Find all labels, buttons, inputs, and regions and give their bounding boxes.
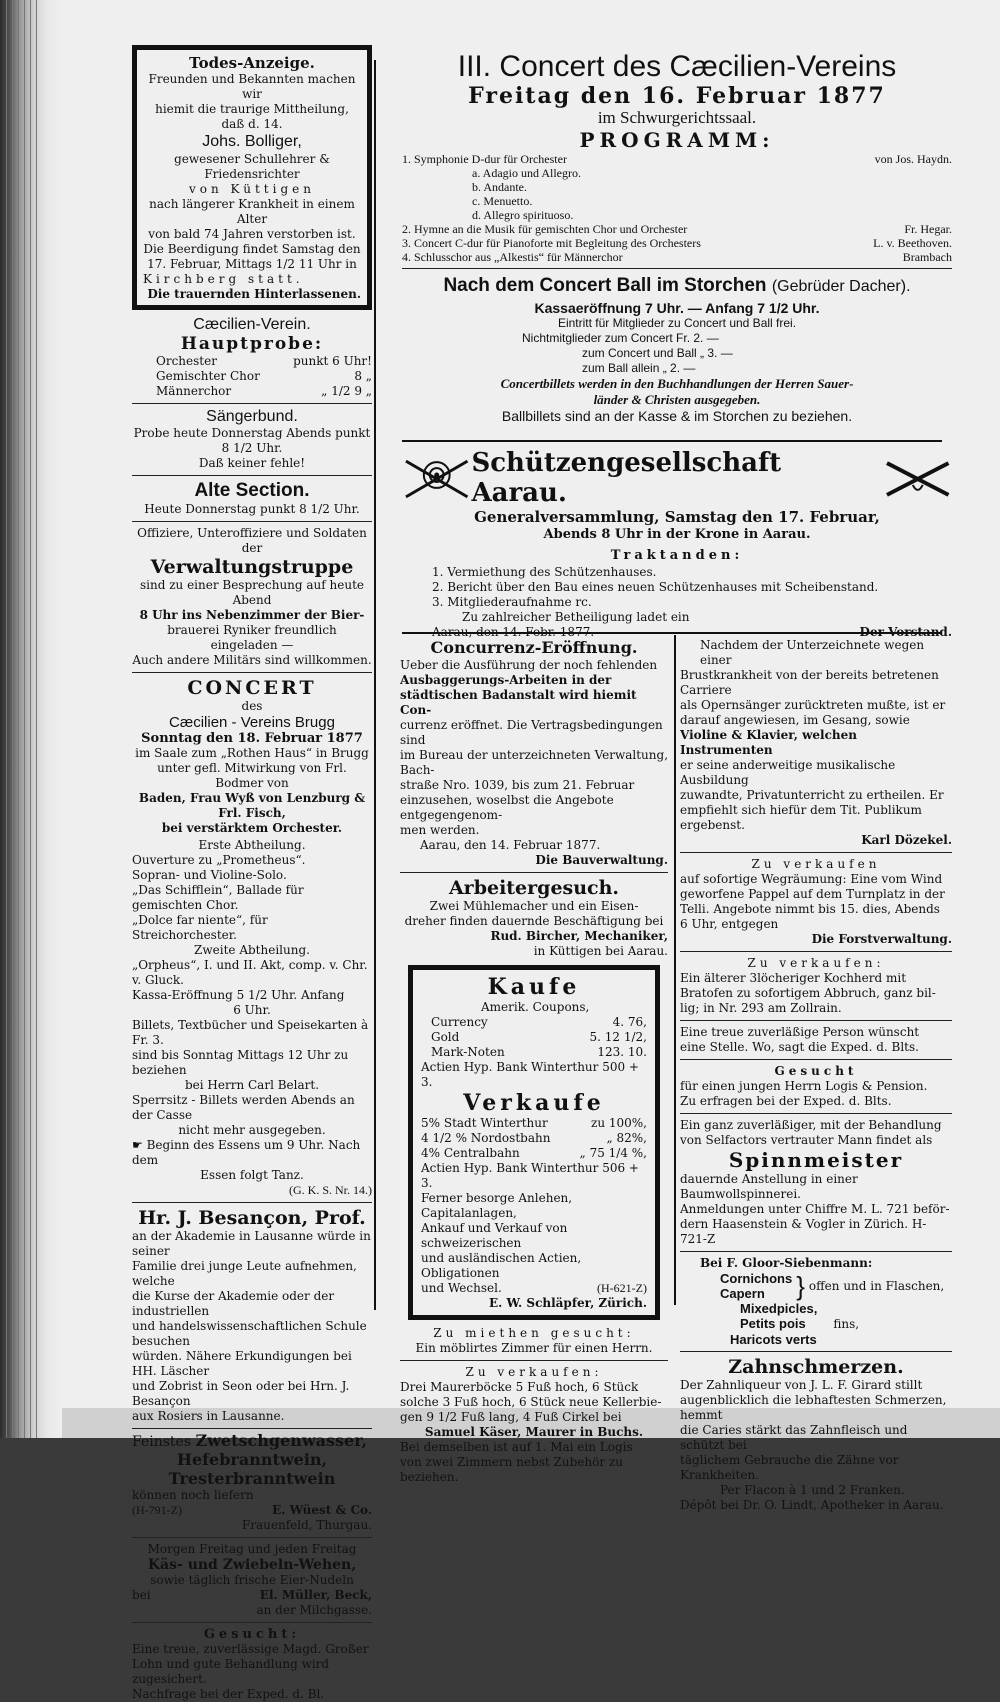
firm-name: E. W. Schläpfer, Zürich.: [488, 1296, 647, 1310]
probe-row-label: Männerchor: [156, 384, 232, 398]
text-line: empfiehlt sich hiefür dem Tit. Publikum ergebenst.: [680, 803, 922, 832]
verkaufe-row-label: 5% Stadt Winterthur: [421, 1116, 548, 1130]
verwaltungstruppe-title: Verwaltungstruppe: [150, 556, 354, 578]
program-row: [402, 194, 952, 208]
text-line: dauernde Anstellung in einer Baumwollspinnerei.: [680, 1172, 858, 1201]
left-column: [132, 45, 372, 1702]
text-line: brauerei Ryniker freundlich eingeladen —: [167, 623, 337, 652]
text-line: und ausländischen Actien, Obligationen: [421, 1251, 582, 1280]
text-line: Concertbillets werden in den Buchhandlungen der Herren Sauer-: [500, 376, 854, 391]
arbeitergesuch: [400, 877, 668, 959]
brace-icon: }: [796, 1270, 805, 1301]
kaufe-row-value: 5. 12 1/2,: [589, 1030, 647, 1044]
text-line: Die Forstverwaltung.: [811, 932, 952, 946]
divider: [680, 1020, 952, 1021]
text-line: men werden.: [400, 823, 480, 837]
product-item: Mixedpicles,: [740, 1301, 818, 1316]
program-piece: a. Adagio und Allegro.: [472, 166, 581, 180]
text-line: Sonntag den 18. Februar 1877: [141, 731, 363, 746]
program-row: [402, 152, 952, 166]
text-line: von bald 74 Jahren verstorben ist.: [148, 227, 356, 241]
text-line: von zwei Zimmern nebst Zubehör zu beziehen.: [400, 1455, 623, 1484]
text-line: Frauenfeld, Thurgau.: [241, 1518, 372, 1532]
text-line: hiemit die traurige Mittheilung, daß d. 14.: [155, 102, 349, 131]
hauptprobe-title: Hauptprobe:: [180, 334, 324, 354]
text-line: täglichem Gebrauche die Zähne vor Krankheiten.: [680, 1453, 899, 1482]
product-item: Haricots verts: [730, 1332, 817, 1347]
text-line: Kassa-Eröffnung 5 1/2 Uhr. Anfang: [132, 988, 345, 1002]
program-row: [402, 236, 952, 250]
divider: [680, 1059, 952, 1060]
text-line: sowie täglich frische Eier-Nudeln: [150, 1573, 354, 1587]
text-line: Per Flacon à 1 und 2 Franken.: [720, 1483, 905, 1497]
divider: [132, 672, 372, 673]
program-piece: 2. Hymne an die Musik für gemischten Chor und Orchester: [402, 222, 688, 236]
concert-brugg: [132, 677, 372, 1198]
text-line: von Küttigen: [189, 182, 315, 196]
text-line: Zwei Mühlemacher und ein Eisen-: [429, 899, 639, 913]
text-line: bei Herrn Carl Belart.: [184, 1078, 320, 1092]
programm-title: PROGRAMM:: [579, 128, 775, 152]
divider: [132, 1428, 372, 1429]
book-spine: [0, 0, 62, 1438]
text-line: Zu miethen gesucht:: [433, 1326, 635, 1340]
ball-title: Nach dem Concert Ball im Storchen: [443, 275, 767, 296]
divider: [132, 475, 372, 476]
zahnschmerzen: [680, 1356, 952, 1513]
text-line: Freunden und Bekannten machen wir: [148, 72, 356, 101]
text-line: Ein möblirtes Zimmer für einen Herrn.: [415, 1341, 653, 1355]
text-line: städtischen Badanstalt wird hiemit Con-: [400, 688, 637, 717]
verkaufe-row-value: „ 75 1/4 %,: [579, 1146, 647, 1160]
text-line: als Opernsänger zurücktreten mußte, ist er: [680, 698, 946, 712]
program-composer: [837, 194, 952, 208]
text-line: Feinstes: [132, 1434, 192, 1450]
text-line: zuwandte, Privatunterricht zu ertheilen. Er: [680, 788, 944, 802]
text-line: des: [241, 699, 263, 713]
zahn-title: Zahnschmerzen.: [728, 1356, 904, 1378]
schuetzen-title: Schützengesellschaft Aarau.: [471, 448, 782, 508]
text-line: Die Bauverwaltung.: [535, 853, 668, 867]
probe-row-value: „ 1/2 9 „: [321, 384, 372, 398]
text-line: Der Vorstand.: [859, 625, 952, 639]
text-line: einzusehen, woselbst die Angebote entgegengenom-: [400, 793, 614, 822]
text-line: Cæcilien - Vereins Brugg: [169, 714, 335, 731]
caecilien-title: Cæcilien-Verein.: [193, 316, 311, 333]
reference-code: (H-791-Z): [132, 1503, 182, 1517]
saengerbund-title: Sängerbund.: [206, 408, 298, 425]
text-line: Zweite Abtheilung.: [194, 943, 310, 957]
text-line: Billets, Textbücher und Speisekarten à Fr. 3.: [132, 1018, 369, 1047]
text-line: auf sofortige Wegräumung: Eine vom Wind: [680, 872, 943, 886]
text-line: Actien Hyp. Bank Winterthur 500 + 3.: [421, 1060, 639, 1089]
text-line: in Küttigen bei Aarau.: [533, 944, 668, 958]
baker-name: El. Müller, Beck,: [259, 1588, 372, 1602]
text-line: geworfene Pappel auf dem Turnplatz in der: [680, 887, 945, 901]
text-line: im Bureau der unterzeichneten Verwaltung, Bach-: [400, 748, 669, 777]
program-piece: 4. Schlusschor aus „Alkestis“ für Männerchor: [402, 250, 623, 264]
text-line: Baden, Frau Wyß von Lenzburg & Frl. Fisch,: [138, 791, 366, 820]
text-line: Zu zahlreicher Betheiligung ladet ein: [462, 610, 690, 624]
text-line: und handelswissenschaftlichen Schule besuchen: [132, 1319, 367, 1348]
program-item: Sopran- und Violine-Solo.: [132, 868, 287, 882]
program-row: [402, 250, 952, 264]
logis-pension: [680, 1064, 952, 1109]
concurrenz: [400, 638, 668, 868]
firm-name: E. Wüest & Co.: [272, 1503, 372, 1517]
spinnmeister: [680, 1118, 952, 1247]
text-line: Ein ganz zuverläßiger, mit der Behandlung: [680, 1118, 942, 1132]
section-rule: [402, 440, 942, 442]
concert-title: III. Concert des Cæcilien-Vereins: [457, 50, 897, 83]
text-line: nicht mehr ausgegeben.: [178, 1123, 326, 1137]
concert-place: im Schwurgerichtssaal.: [597, 108, 757, 127]
text-line: Zu verkaufen:: [747, 956, 885, 970]
program-piece: 3. Concert C-dur für Pianoforte mit Begleitung des Orchesters: [402, 236, 701, 250]
text-line: zum Ball allein „ 2. —: [582, 361, 696, 375]
magd-title: Gesucht:: [203, 1627, 301, 1642]
divider: [400, 1360, 668, 1361]
program-piece: 1. Symphonie D-dur für Orchester: [402, 152, 567, 166]
magd-gesucht: [132, 1627, 372, 1702]
text-line: Amerik. Coupons,: [481, 1000, 590, 1014]
text-line: „Orpheus“, I. und II. Akt, comp. v. Chr. v. Gluck.: [132, 958, 368, 987]
probe-row: [156, 354, 372, 369]
text-line: bei: [132, 1588, 151, 1602]
text-line: Ballbillets sind an der Kasse & im Storchen zu beziehen.: [501, 408, 853, 424]
program-composer: L. v. Beethoven.: [873, 236, 952, 250]
alte-section-title: Alte Section.: [194, 480, 310, 501]
probe-row-value: punkt 6 Uhr!: [293, 354, 372, 368]
text-line: Bei F. Gloor-Siebenmann:: [700, 1256, 873, 1270]
kaufe-row-label: Gold: [431, 1030, 460, 1044]
text-line: Violine & Klavier, welchen Instrumenten: [680, 728, 857, 757]
text-line: Ueber die Ausführung der noch fehlenden: [400, 658, 658, 672]
text-line: Offiziere, Unteroffiziere und Soldaten der: [137, 526, 367, 555]
text-line: Probe heute Donnerstag Abends punkt 8 1/2 Uhr.: [133, 426, 371, 455]
program-item: Ouverture zu „Prometheus“.: [132, 853, 306, 867]
divider: [400, 872, 668, 873]
text-line: currenz eröffnet. Die Vertragsbedingungen sind: [400, 718, 663, 747]
traktanden-title: Traktanden:: [610, 548, 744, 563]
kaufe-row: [431, 1030, 647, 1045]
kaufe-verkaufe-box: [408, 965, 660, 1320]
text-line: straße Nro. 1039, bis zum 21. Februar: [400, 778, 635, 792]
verkaufe-row-value: „ 82%,: [606, 1131, 647, 1145]
verkaufe-row-label: 4% Centralbahn: [421, 1146, 520, 1160]
column-divider: [374, 60, 376, 1310]
text-line: Ausbaggerungs-Arbeiten in der: [400, 673, 612, 687]
text-line: 6 Uhr, entgegen: [680, 917, 779, 931]
product-title: Hefebranntwein,: [176, 1450, 328, 1469]
text-line: Sperrsitz - Billets werden Abends an der Casse: [132, 1093, 355, 1122]
zwetschgenwasser: [132, 1433, 372, 1533]
divider: [132, 521, 372, 522]
text-line: Kassaeröffnung 7 Uhr. — Anfang 7 1/2 Uhr.: [534, 300, 820, 316]
program-piece: b. Andante.: [472, 180, 527, 194]
kochherd: [680, 956, 952, 1016]
text-line: können noch liefern: [132, 1488, 254, 1502]
gloor-siebenmann: [680, 1256, 952, 1347]
text-line: unter gefl. Mitwirkung von Frl. Bodmer von: [157, 761, 347, 790]
verkaufe-row-value: zu 100%,: [591, 1116, 647, 1130]
text-line: sind zu einer Besprechung auf heute Abend: [139, 578, 365, 607]
text-line: Erste Abtheilung.: [198, 838, 306, 852]
text-line: die Caries stärkt das Zahnfleisch und schützt bei: [680, 1423, 908, 1452]
verkaufe-row: [421, 1131, 647, 1146]
text-line: (Gebrüder Dacher).: [771, 278, 911, 295]
saengerbund: [132, 408, 372, 471]
text-line: augenblicklich die lebhaftesten Schmerzen, hemmt: [680, 1393, 947, 1422]
program-row: [402, 208, 952, 222]
text-line: Ferner besorge Anlehen, Capitalanlagen,: [421, 1191, 573, 1220]
text-line: sind bis Sonntag Mittags 12 Uhr zu beziehen: [132, 1048, 349, 1077]
text-line: eine Stelle. Wo, sagt die Exped. d. Blts.: [680, 1040, 919, 1054]
kaufe-row: [431, 1045, 647, 1060]
deceased-name: Johs. Bolliger,: [202, 133, 302, 150]
divider: [132, 1622, 372, 1623]
text-line: Dépôt bei Dr. O. Lindt, Apotheker in Aarau.: [680, 1498, 944, 1512]
divider: [132, 403, 372, 404]
text-line: nach längerer Krankheit in einem Alter: [149, 197, 355, 226]
text-line: zum Concert und Ball „ 3. —: [582, 346, 733, 360]
column-divider-right: [674, 635, 676, 1305]
product-item: Capern: [720, 1286, 765, 1301]
text-line: im Saale zum „Rothen Haus“ in Brugg: [135, 746, 369, 760]
probe-row: [156, 369, 372, 384]
text-line: Bei demselben ist auf 1. Mai ein Logis: [400, 1440, 633, 1454]
pappel: [680, 857, 952, 947]
program-composer: von Jos. Haydn.: [874, 152, 952, 166]
divider: [680, 1251, 952, 1252]
verkaufe-rates: [421, 1116, 647, 1161]
schuetzengesellschaft: [402, 448, 952, 640]
text-line: Nachdem der Unterzeichnete wegen einer: [700, 638, 925, 667]
probe-schedule: [132, 354, 372, 399]
text-line: er seine anderweitige musikalische Ausbildung: [680, 758, 896, 787]
kaufe-row-label: Currency: [431, 1015, 488, 1029]
program-composer: Fr. Hegar.: [904, 222, 952, 236]
text-line: fins,: [833, 1317, 860, 1331]
text-line: von Selfactors vertrauter Mann findet als: [680, 1133, 933, 1147]
kaes-wehen: [132, 1542, 372, 1618]
concert-brugg-title: CONCERT: [187, 677, 317, 699]
text-line: Aarau, den 14. Febr. 1877.: [432, 625, 595, 639]
text-line: Essen folgt Tanz.: [200, 1168, 304, 1182]
text-line: dreher finden dauernde Beschäftigung bei: [404, 914, 664, 928]
right-column: [680, 638, 952, 1513]
todes-title: Todes-Anzeige.: [189, 54, 315, 72]
text-line: aux Rosiers in Lausanne.: [132, 1409, 285, 1423]
text-line: Anmeldungen unter Chiffre M. L. 721 beför-: [680, 1202, 950, 1216]
program-item: „Dolce far niente“, für Streichorchester.: [132, 913, 268, 942]
probe-row-label: Gemischter Chor: [156, 369, 260, 383]
text-line: die Kurse der Akademie oder der industriellen: [132, 1289, 335, 1318]
iii-concert: [402, 50, 952, 425]
text-line: Die Beerdigung findet Samstag den: [143, 242, 361, 256]
text-line: Ein älterer 3löcheriger Kochherd mit: [680, 971, 907, 985]
spinnmeister-title: Spinnmeister: [728, 1148, 904, 1172]
product-title: Tresterbranntwein: [168, 1469, 336, 1488]
text-line: Karl Dözekel.: [861, 833, 952, 847]
arbeiter-title: Arbeitergesuch.: [448, 877, 620, 899]
kaufe-row: [431, 1015, 647, 1030]
verwaltungstruppe: [132, 526, 372, 668]
text-line: Bratofen zu sofortigem Abbruch, ganz bil-: [680, 986, 936, 1000]
text-line: für einen jungen Herrn Logis & Pension.: [680, 1079, 928, 1093]
text-line: an der Milchgasse.: [256, 1603, 372, 1617]
program-composer: Brambach: [902, 250, 952, 264]
program-composer: [837, 208, 952, 222]
kaufe-rates: [421, 1015, 647, 1060]
product-item: Cornichons: [720, 1271, 793, 1286]
text-line: Auch andere Militärs sind willkommen.: [132, 653, 372, 667]
besancon: [132, 1207, 372, 1424]
divider: [132, 1202, 372, 1203]
maurerboecke: [400, 1365, 668, 1485]
text-line: Lohn und gute Behandlung wird zugesichert.: [132, 1657, 330, 1686]
text-line: gen 9 1/2 Fuß lang, 4 Fuß Cirkel bei: [400, 1410, 622, 1424]
todes-anzeige: [132, 45, 372, 310]
doezekel: [680, 638, 952, 848]
program-piece: d. Allegro spirituoso.: [472, 208, 574, 222]
kaufe-row-value: 4. 76,: [612, 1015, 647, 1029]
verkaufe-row: [421, 1146, 647, 1161]
text-line: Drei Maurerböcke 5 Fuß hoch, 6 Stück: [400, 1380, 639, 1394]
besancon-title: Hr. J. Besançon, Prof.: [138, 1207, 366, 1229]
text-line: 6 Uhr.: [233, 1003, 271, 1017]
target-rifles-icon: [402, 455, 471, 501]
text-line: Daß keiner fehle!: [198, 456, 306, 470]
text-line: Actien Hyp. Bank Winterthur 506 + 3.: [421, 1161, 639, 1190]
text-line: offen und in Flaschen,: [808, 1278, 945, 1293]
traktandum-item: 1. Vermiethung des Schützenhauses.: [432, 565, 657, 579]
text-line: 8 Uhr ins Nebenzimmer der Bier-: [139, 608, 365, 622]
text-line: Generalversammlung, Samstag den 17. Februar,: [474, 508, 880, 526]
text-line: Heute Donnerstag punkt 8 1/2 Uhr.: [144, 502, 360, 516]
first-part-items: [132, 853, 372, 943]
text-line: Ankauf und Verkauf von schweizerischen: [421, 1221, 568, 1250]
crossed-rifles-icon: [883, 455, 952, 501]
concert-date: Freitag den 16. Februar 1877: [468, 83, 886, 109]
product-title: Zwetschgenwasser,: [195, 1431, 368, 1450]
verkaufe-title: Verkaufe: [463, 1090, 605, 1116]
text-line: Rud. Bircher, Mechaniker,: [490, 929, 668, 943]
text-line: Zu verkaufen: [751, 857, 881, 871]
text-line: solche 3 Fuß hoch, 6 Stück neue Kellerbie-: [400, 1395, 662, 1409]
text-line: Samuel Käser, Maurer in Buchs.: [424, 1425, 644, 1439]
text-line: dern Haasenstein & Vogler in Zürich. H-721-Z: [680, 1217, 927, 1246]
text-line: Nichtmitglieder zum Concert Fr. 2. —: [522, 331, 719, 345]
program-list: [402, 152, 952, 264]
divider: [680, 951, 952, 952]
kaufe-row-label: Mark-Noten: [431, 1045, 505, 1059]
alte-section: [132, 480, 372, 517]
text-line: würden. Nähere Erkundigungen bei HH. Läscher: [132, 1349, 352, 1378]
divider: [680, 852, 952, 853]
verkaufe-row-label: 4 1/2 % Nordostbahn: [421, 1131, 551, 1145]
program-item: „Das Schifflein“, Ballade für gemischten Chor.: [132, 883, 304, 912]
text-line: Morgen Freitag und jeden Freitag: [147, 1542, 357, 1556]
text-line: Beginn des Essens um 9 Uhr. Nach dem: [132, 1138, 361, 1167]
text-line: Der Zahnliqueur von J. L. F. Girard stillt: [680, 1378, 923, 1392]
program-composer: [837, 166, 952, 180]
reference-code: (G. K. S. Nr. 14.): [289, 1183, 372, 1197]
text-line: Familie drei junge Leute aufnehmen, welche: [132, 1259, 357, 1288]
text-line: Eine treue zuverläßige Person wünscht: [680, 1025, 920, 1039]
verkaufe-row: [421, 1116, 647, 1131]
text-line: Gesucht: [774, 1064, 858, 1078]
newspaper-page: [62, 0, 1000, 1701]
kaufe-row-value: 123. 10.: [597, 1045, 647, 1059]
text-line: an der Akademie in Lausanne würde in seiner: [132, 1229, 371, 1258]
program-row: [402, 222, 952, 236]
probe-row: [156, 384, 372, 399]
concurrenz-title: Concurrenz-Eröffnung.: [430, 638, 638, 657]
traktanden-list: [402, 565, 952, 610]
program-row: [402, 180, 952, 194]
person-stelle: [680, 1025, 952, 1055]
probe-row-label: Orchester: [156, 354, 217, 368]
program-piece: c. Menuetto.: [472, 194, 533, 208]
text-line: Brustkrankheit von der bereits betretenen Carriere: [680, 668, 939, 697]
text-line: länder & Christen ausgegeben.: [593, 392, 761, 407]
product-title: Käs- und Zwiebeln-Wehen,: [147, 1557, 357, 1573]
text-line: Kirchberg statt.: [143, 272, 304, 286]
zimmer-gesucht: [400, 1326, 668, 1356]
reference-code: (H-621-Z): [597, 1281, 647, 1295]
divider: [132, 1537, 372, 1538]
text-line: und Zobrist in Seon oder bei Hrn. J. Besançon: [132, 1379, 350, 1408]
text-line: Eine treue, zuverlässige Magd. Großer: [132, 1642, 369, 1656]
text-line: Nachfrage bei der Exped. d. Bl.: [132, 1687, 325, 1701]
text-line: gewesener Schullehrer & Friedensrichter: [174, 152, 330, 181]
text-line: Abends 8 Uhr in der Krone in Aarau.: [543, 527, 811, 542]
text-line: darauf angewiesen, im Gesang, sowie: [680, 713, 910, 727]
text-line: Telli. Angebote nimmt bis 15. dies, Abends: [680, 902, 940, 916]
program-row: [402, 166, 952, 180]
traktandum-item: 2. Bericht über den Bau eines neuen Schützenhauses mit Scheibenstand.: [432, 580, 879, 594]
text-line: bei verstärktem Orchester.: [161, 821, 343, 835]
pointing-hand-icon: ☛: [132, 1138, 147, 1152]
text-line: Aarau, den 14. Februar 1877.: [420, 838, 601, 852]
text-line: Zu verkaufen:: [465, 1365, 603, 1379]
program-composer: [837, 180, 952, 194]
kaufe-title: Kaufe: [487, 974, 581, 1000]
product-item: Petits pois: [740, 1316, 806, 1331]
caecilien-probe: [132, 316, 372, 399]
todes-signature: Die trauernden Hinterlassenen.: [147, 287, 361, 301]
text-line: Zu erfragen bei der Exped. d. Blts.: [680, 1094, 892, 1108]
divider: [402, 268, 952, 269]
text-line: Eintritt für Mitglieder zu Concert und Ball frei.: [557, 316, 797, 330]
divider: [680, 1113, 952, 1114]
middle-column: [400, 638, 668, 1485]
text-line: lig; in Nr. 293 am Zollrain.: [680, 1001, 842, 1015]
text-line: 17. Februar, Mittags 1/2 11 Uhr in: [147, 257, 357, 271]
traktandum-item: 3. Mitgliederaufnahme rc.: [432, 595, 592, 609]
divider: [680, 1351, 952, 1352]
probe-row-value: 8 „: [354, 369, 372, 383]
text-line: und Wechsel.: [421, 1281, 502, 1295]
